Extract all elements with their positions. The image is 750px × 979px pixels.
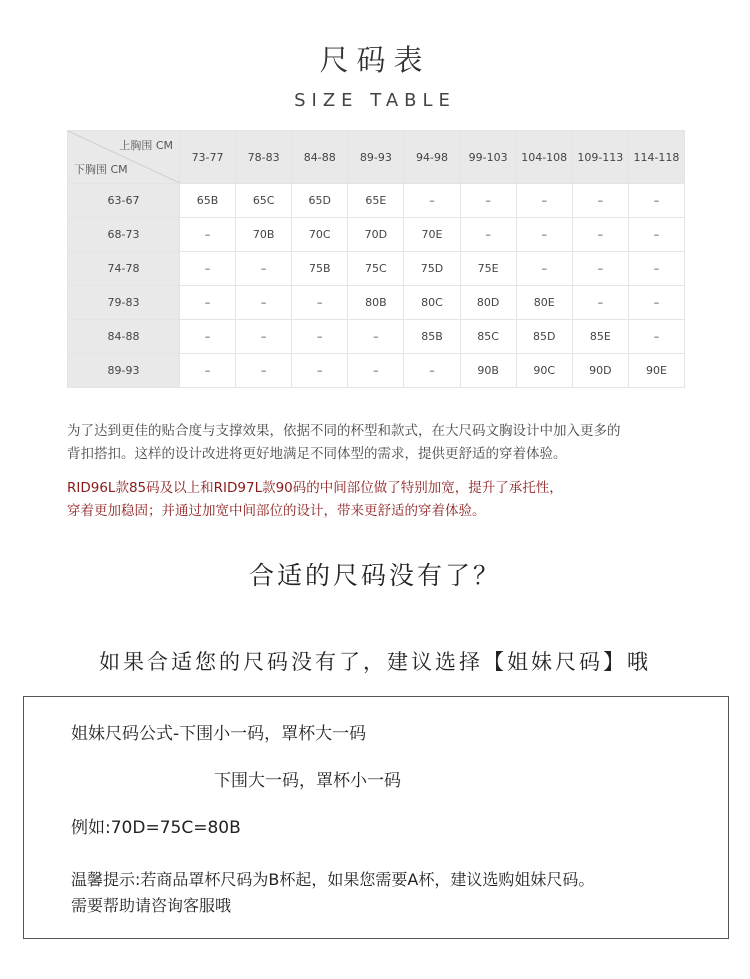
size-cell: 75E <box>460 252 516 286</box>
size-cell: 90E <box>628 354 684 388</box>
size-cell: – <box>516 218 572 252</box>
size-cell: – <box>292 354 348 388</box>
size-cell: – <box>628 286 684 320</box>
size-cell: 70E <box>404 218 460 252</box>
size-cell: 80D <box>460 286 516 320</box>
size-cell: – <box>572 184 628 218</box>
table-row <box>68 218 685 252</box>
table-row <box>68 286 685 320</box>
size-cell: – <box>628 252 684 286</box>
tip-line-1: 温馨提示:若商品罩杯尺码为B杯起，如果您需要A杯，建议选购姐妹尺码。 <box>71 870 595 889</box>
size-cell: 85C <box>460 320 516 354</box>
sister-size-box <box>23 696 729 939</box>
size-cell: 75B <box>292 252 348 286</box>
size-table-header-row <box>68 131 685 184</box>
size-cell: – <box>348 354 404 388</box>
size-cell: 75D <box>404 252 460 286</box>
row-header: 63-67 <box>68 184 180 218</box>
size-cell: 85B <box>404 320 460 354</box>
size-cell: 85E <box>572 320 628 354</box>
description-line: 背扣搭扣。这样的设计改进将更好地满足不同体型的需求，提供更舒适的穿着体验。 <box>67 446 567 462</box>
column-header: 73-77 <box>180 131 236 184</box>
size-cell: 70D <box>348 218 404 252</box>
column-header: 94-98 <box>404 131 460 184</box>
size-table <box>67 130 685 388</box>
formula-line-1: 姐妹尺码公式-下围小一码，罩杯大一码 <box>71 724 367 744</box>
upper-bust-label: 上胸围 CM <box>119 139 173 152</box>
size-cell: – <box>292 286 348 320</box>
size-cell: – <box>236 354 292 388</box>
section-subheading: 如果合适您的尺码没有了，建议选择【姐妹尺码】哦 <box>99 650 651 674</box>
size-table-corner <box>68 131 180 184</box>
page-title: 尺码表 <box>319 43 431 77</box>
column-header: 104-108 <box>516 131 572 184</box>
column-header: 109-113 <box>572 131 628 184</box>
size-cell: – <box>516 252 572 286</box>
size-cell: – <box>628 218 684 252</box>
size-cell: 65D <box>292 184 348 218</box>
size-cell: 65C <box>236 184 292 218</box>
column-header: 114-118 <box>628 131 684 184</box>
size-cell: 70C <box>292 218 348 252</box>
size-cell: – <box>572 252 628 286</box>
size-cell: – <box>236 320 292 354</box>
column-header: 99-103 <box>460 131 516 184</box>
description-line: 为了达到更佳的贴合度与支撑效果，依据不同的杯型和款式，在大尺码文胸设计中加入更多的 <box>67 423 621 439</box>
size-cell: 90C <box>516 354 572 388</box>
size-cell: 80C <box>404 286 460 320</box>
size-cell: – <box>236 286 292 320</box>
tip-line-2: 需要帮助请咨询客服哦 <box>71 896 232 915</box>
size-cell: – <box>236 252 292 286</box>
size-cell: – <box>460 184 516 218</box>
table-row <box>68 320 685 354</box>
row-header: 74-78 <box>68 252 180 286</box>
table-row <box>68 184 685 218</box>
size-cell: 80B <box>348 286 404 320</box>
size-cell: 65B <box>180 184 236 218</box>
section-heading: 合适的尺码没有了？ <box>248 561 501 590</box>
column-header: 78-83 <box>236 131 292 184</box>
row-header: 79-83 <box>68 286 180 320</box>
row-header: 84-88 <box>68 320 180 354</box>
size-cell: – <box>180 354 236 388</box>
table-row <box>68 354 685 388</box>
size-cell: – <box>404 354 460 388</box>
size-cell: – <box>628 184 684 218</box>
highlight-line: 穿着更加稳固；并通过加宽中间部位的设计，带来更舒适的穿着体验。 <box>67 503 486 519</box>
highlight-line: RID96L款85码及以上和RID97L款90码的中间部位做了特别加宽，提升了承托性， <box>67 480 563 496</box>
size-cell: 70B <box>236 218 292 252</box>
under-bust-label: 下胸围 CM <box>74 163 128 176</box>
size-cell: – <box>404 184 460 218</box>
size-cell: 90D <box>572 354 628 388</box>
size-cell: – <box>348 320 404 354</box>
size-cell: – <box>292 320 348 354</box>
size-cell: 75C <box>348 252 404 286</box>
size-cell: – <box>572 218 628 252</box>
size-cell: 90B <box>460 354 516 388</box>
example-line: 例如:70D=75C=80B <box>71 818 241 838</box>
size-cell: – <box>180 218 236 252</box>
table-row <box>68 252 685 286</box>
size-cell: – <box>180 252 236 286</box>
size-cell: – <box>572 286 628 320</box>
page-subtitle: SIZE TABLE <box>294 90 456 111</box>
highlight-paragraph <box>67 477 717 523</box>
size-cell: – <box>628 320 684 354</box>
size-cell: – <box>180 320 236 354</box>
size-table-body <box>68 184 685 388</box>
description-paragraph <box>67 420 717 466</box>
column-header: 84-88 <box>292 131 348 184</box>
column-header: 89-93 <box>348 131 404 184</box>
row-header: 68-73 <box>68 218 180 252</box>
size-cell: – <box>180 286 236 320</box>
size-cell: – <box>516 184 572 218</box>
size-cell: 65E <box>348 184 404 218</box>
formula-line-2: 下围大一码，罩杯小一码 <box>214 771 401 791</box>
row-header: 89-93 <box>68 354 180 388</box>
size-cell: 80E <box>516 286 572 320</box>
size-cell: 85D <box>516 320 572 354</box>
size-cell: – <box>460 218 516 252</box>
